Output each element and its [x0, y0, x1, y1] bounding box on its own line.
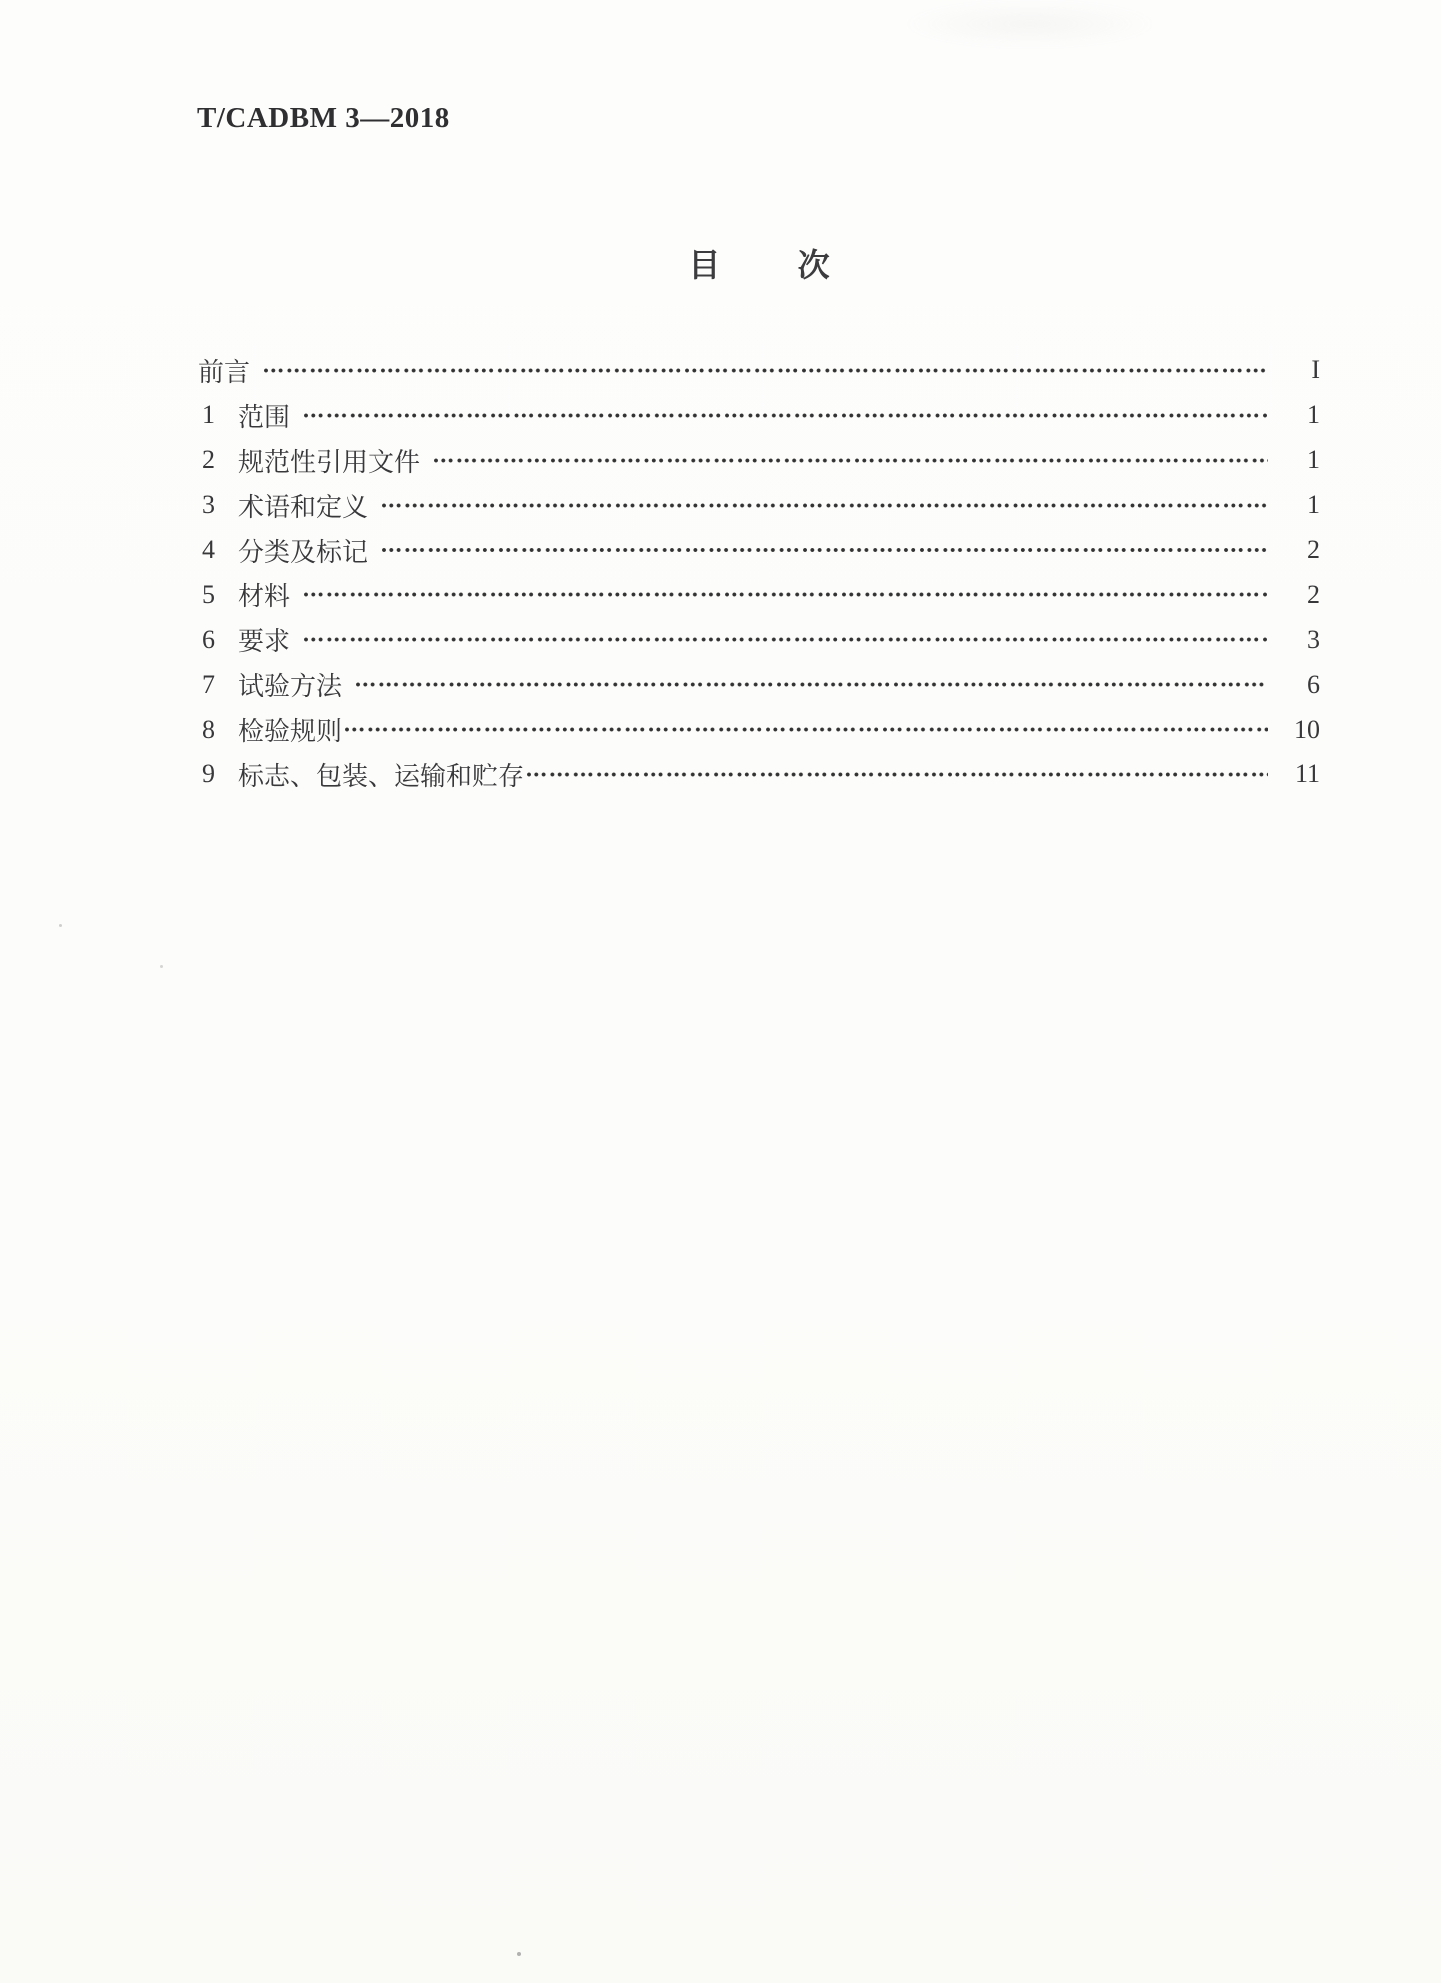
dot-leader — [264, 348, 1268, 393]
toc-row — [198, 617, 1320, 662]
toc-entry-number: 8 — [202, 714, 215, 744]
scan-speck — [59, 924, 62, 927]
toc-entry-number: 9 — [202, 759, 215, 789]
toc-entry-label: 检验规则 — [238, 717, 343, 747]
scan-speck — [160, 965, 163, 968]
toc-entry-page: 10 — [1294, 714, 1320, 744]
dot-leader — [304, 572, 1268, 617]
toc-entry-label: 分类及标记 — [238, 537, 369, 567]
toc-row — [198, 752, 1320, 797]
dot-leader — [304, 617, 1268, 662]
toc-row — [198, 662, 1320, 707]
toc-entry-label: 范围 — [238, 402, 291, 432]
scan-speck — [517, 1952, 521, 1956]
toc-entry-number: 1 — [202, 400, 215, 430]
toc-row — [198, 528, 1320, 573]
dot-leader — [345, 707, 1268, 752]
toc-row — [198, 572, 1320, 617]
toc-entry-label: 术语和定义 — [238, 492, 369, 522]
toc-row — [198, 707, 1320, 752]
scan-smudge — [900, 0, 1160, 48]
toc-entry-page: I — [1311, 355, 1320, 385]
toc-entry-page: 6 — [1307, 669, 1320, 699]
toc-entry-page: 1 — [1307, 490, 1320, 520]
dot-leader — [356, 662, 1268, 707]
toc-entry-number: 7 — [202, 669, 215, 699]
toc-row — [198, 438, 1320, 483]
dot-leader — [527, 752, 1268, 797]
toc-entry-page: 2 — [1307, 579, 1320, 609]
toc-entry-label: 前言 — [198, 357, 251, 387]
dot-leader — [304, 393, 1268, 438]
toc-row — [198, 348, 1320, 393]
toc-entry-label: 材料 — [238, 582, 291, 612]
dot-leader — [382, 528, 1268, 573]
toc-row — [198, 483, 1320, 528]
toc-entry-page: 2 — [1307, 535, 1320, 564]
toc-entry-number: 3 — [202, 490, 215, 520]
toc-entry-label: 标志、包装、运输和贮存 — [238, 761, 525, 791]
standard-code: T/CADBM 3—2018 — [197, 102, 450, 134]
toc-row — [198, 393, 1320, 438]
dot-leader — [382, 483, 1268, 528]
toc-entry-number: 6 — [202, 624, 215, 654]
toc-entry-label: 要求 — [238, 627, 291, 657]
toc-entry-page: 11 — [1294, 759, 1320, 789]
dot-leader — [434, 438, 1268, 483]
toc-list — [198, 348, 1320, 797]
toc-entry-label: 规范性引用文件 — [238, 447, 421, 477]
toc-entry-number: 4 — [202, 535, 215, 564]
toc-entry-page: 1 — [1307, 445, 1320, 475]
toc-entry-page: 1 — [1307, 400, 1320, 430]
toc-entry-number: 2 — [202, 445, 215, 475]
page-title: 目 次 — [688, 246, 830, 284]
toc-entry-page: 3 — [1307, 624, 1320, 654]
toc-entry-number: 5 — [202, 579, 215, 609]
toc-entry-label: 试验方法 — [238, 672, 343, 702]
